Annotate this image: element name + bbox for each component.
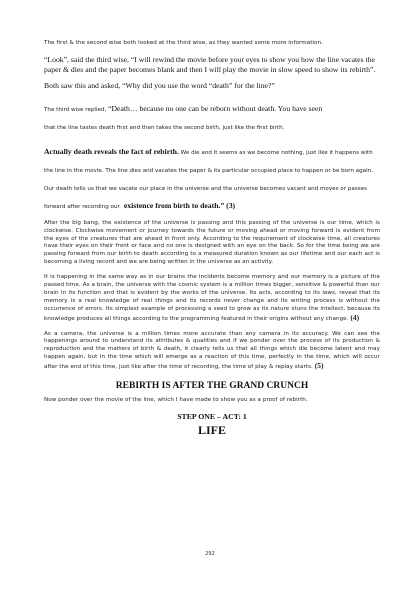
paragraph-2: “Look”, said the third wise, “I will rewind the movie before your eyes to show you how the line vacates the paper & dies and the paper becomes blank and then I will play the movie in slow speed to show its rebirth”. xyxy=(44,54,376,74)
paragraph-5-body: We die and it seems as we become nothing, just like it happens with the line in the movie. The line dies and vacates the paper & its particular occupied place to happen or be born again. Our death tells us that we vacate our place in the universe and the universe becomes vacant and moves or passes forward after recording our xyxy=(44,149,373,210)
page-content xyxy=(44,40,380,438)
paragraph-8-body: As a camera, the universe is a million times more accurate than any camera in its accuracy. We can see the happenings around to understand its attributes & qualities and if we ponder over the process of its production & reproduction and the matters of birth & death, it clearly tells us that all things which die become latent and may happen again, but in the time which will emerge as a reaction of this time, perfectly in the time, which will occur after the end of this time, just like after the time of recording, the time of play & replay starts. xyxy=(44,330,380,371)
paragraph-5-lead: Actually death reveals the fact of rebirth. xyxy=(44,146,179,156)
paragraph-5-tail: existence from birth to death.” xyxy=(123,200,225,210)
paragraph-4-lead: The third wise replied, xyxy=(44,106,109,113)
step-heading: STEP ONE – ACT: 1 xyxy=(177,412,247,421)
paragraph-8-ref: (5) xyxy=(312,361,324,371)
chapter-title: LIFE xyxy=(197,423,226,437)
paragraph-1: The first & the second wise both looked at the third wise, as they wanted some more information. xyxy=(44,40,323,46)
paragraph-6: After the big bang, the existence of the universe is passing and this passing of the universe is our time, which is clockwise. Clockwise movement or journey towards the future or moving ahead or moving forward is evident from the eyes of the creatures that are ahead in front only. According to the requirement of clockwise time, all creatures have their eyes on their front or face and no one is designed with an eye on the back. So for the time being we are passing forward from our birth to death according to a measured duration known as our lifetime and our each act is becoming a living record and we are being written in the universe as an activity. xyxy=(44,219,380,266)
paragraph-4-tail: that the line tastes death first and then takes the second birth, just like the first birth. xyxy=(44,124,285,131)
paragraph-5-ref: (3) xyxy=(224,200,236,210)
paragraph-9: Now ponder over the movie of the line, which I have made to show you as a proof of rebirth. xyxy=(44,397,308,404)
paragraph-7-ref: (4) xyxy=(348,312,360,322)
paragraph-8 xyxy=(44,331,380,373)
paragraph-4 xyxy=(44,98,380,134)
paragraph-4-quote: “Death… because no one can be reborn without death. You have seen xyxy=(108,103,323,113)
paragraph-7-body: It is happening in the same way as in our brains the incidents become memory and our memory is a picture of the passed time. As a brain, the universe with the cosmic system is a million times bigger, sensitive & powerful than our brain in its function and that is evident by the works of the universe. Its acts, according to its laws, reveal that its memory is a real knowledge of real things and its records never change and its writing process is without the occurrence of errors. Its simplest example of processing a seed to grow as its nature stuns the intellect, because its knowledge produces all things according to the programming featured in their origins without any change. xyxy=(44,274,380,322)
page-number: 292 xyxy=(205,551,215,557)
section-heading: REBIRTH IS AFTER THE GRAND CRUNCH xyxy=(115,381,309,392)
paragraph-3: Both saw this and asked, “Why did you use the word “death” for the line?” xyxy=(44,81,275,91)
paragraph-5 xyxy=(44,141,380,213)
paragraph-7 xyxy=(44,274,380,323)
